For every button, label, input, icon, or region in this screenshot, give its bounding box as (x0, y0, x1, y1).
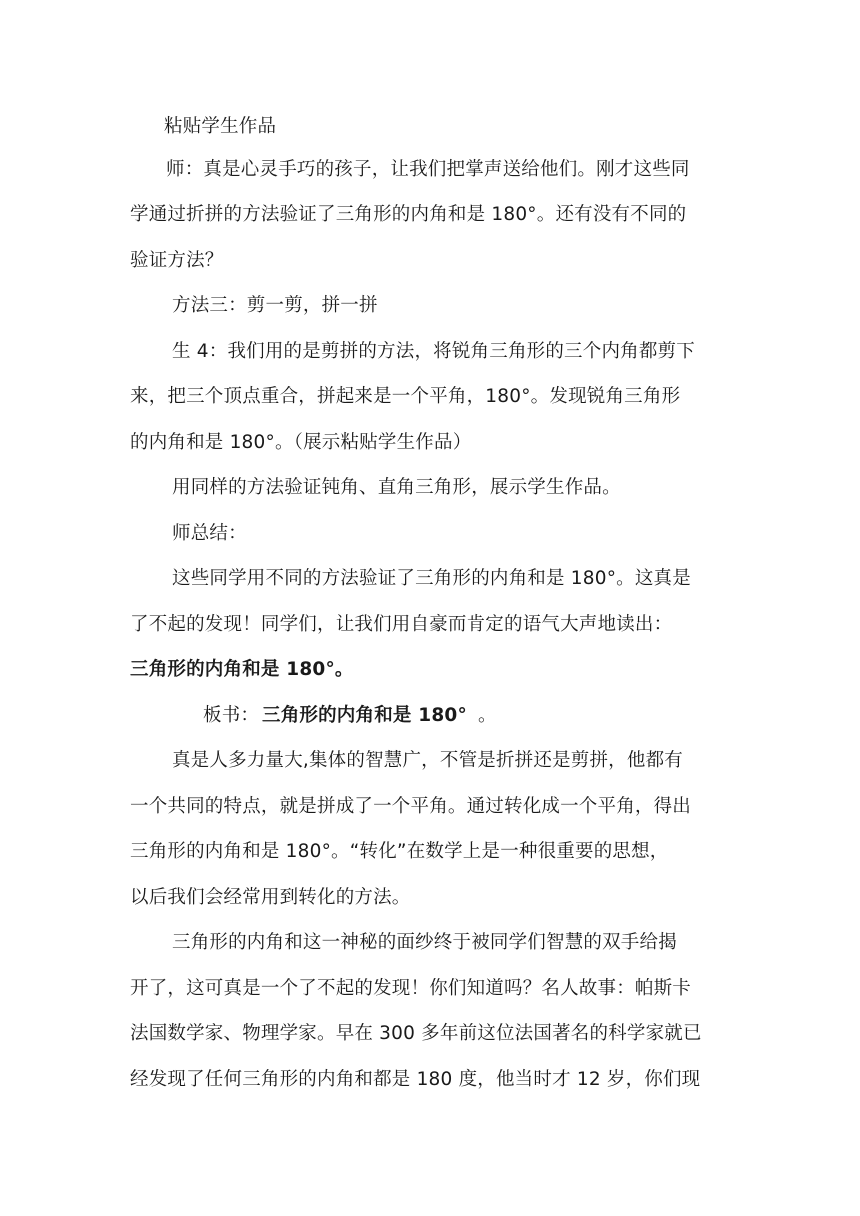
board-statement: 三角形的内角和是 180° (262, 705, 467, 726)
paragraph-line: 开了，这可真是一个了不起的发现！你们知道吗？名人故事：帕斯卡 (130, 978, 692, 999)
paragraph-line: 三角形的内角和是 180°。“转化”在数学上是一种很重要的思想， (130, 841, 669, 862)
paragraph-line: 师：真是心灵手巧的孩子，让我们把掌声送给他们。刚才这些同 (166, 159, 690, 180)
paragraph-line: 这些同学用不同的方法验证了三角形的内角和是 180°。这真是 (172, 568, 691, 589)
paragraph-line: 方法三：剪一剪，拼一拼 (172, 295, 378, 316)
paragraph-line: 生 4：我们用的是剪拼的方法，将锐角三角形的三个内角都剪下 (172, 341, 695, 362)
paragraph-line: 真是人多力量大,集体的智慧广，不管是折拼还是剪拼，他都有 (172, 750, 683, 771)
bold-statement: 三角形的内角和是 180°。 (130, 659, 354, 680)
paragraph-line: 用同样的方法验证钝角、直角三角形，展示学生作品。 (172, 477, 621, 498)
paragraph-line: 粘贴学生作品 (164, 116, 277, 137)
paragraph-line: 以后我们会经常用到转化的方法。 (130, 887, 411, 908)
paragraph-line: 三角形的内角和这一神秘的面纱终于被同学们智慧的双手给揭 (172, 932, 677, 953)
paragraph-line: 一个共同的特点，就是拼成了一个平角。通过转化成一个平角，得出 (130, 796, 692, 817)
paragraph-line: 了不起的发现！同学们，让我们用自豪而肯定的语气大声地读出： (130, 614, 673, 635)
paragraph-line: 经发现了任何三角形的内角和都是 180 度，他当时才 12 岁，你们现 (130, 1069, 701, 1090)
paragraph-line: 法国数学家、物理学家。早在 300 多年前这位法国著名的科学家就已 (130, 1023, 702, 1044)
paragraph-line: 的内角和是 180°。（展示粘贴学生作品） (130, 432, 472, 453)
board-period: 。 (478, 705, 497, 726)
paragraph-line: 学通过折拼的方法验证了三角形的内角和是 180°。还有没有不同的 (130, 204, 687, 225)
board-label: 板书： (203, 705, 260, 726)
paragraph-line: 验证方法？ (130, 250, 224, 271)
paragraph-line: 来，把三个顶点重合，拼起来是一个平角，180°。发现锐角三角形 (130, 386, 681, 407)
paragraph-line: 师总结： (172, 523, 247, 544)
